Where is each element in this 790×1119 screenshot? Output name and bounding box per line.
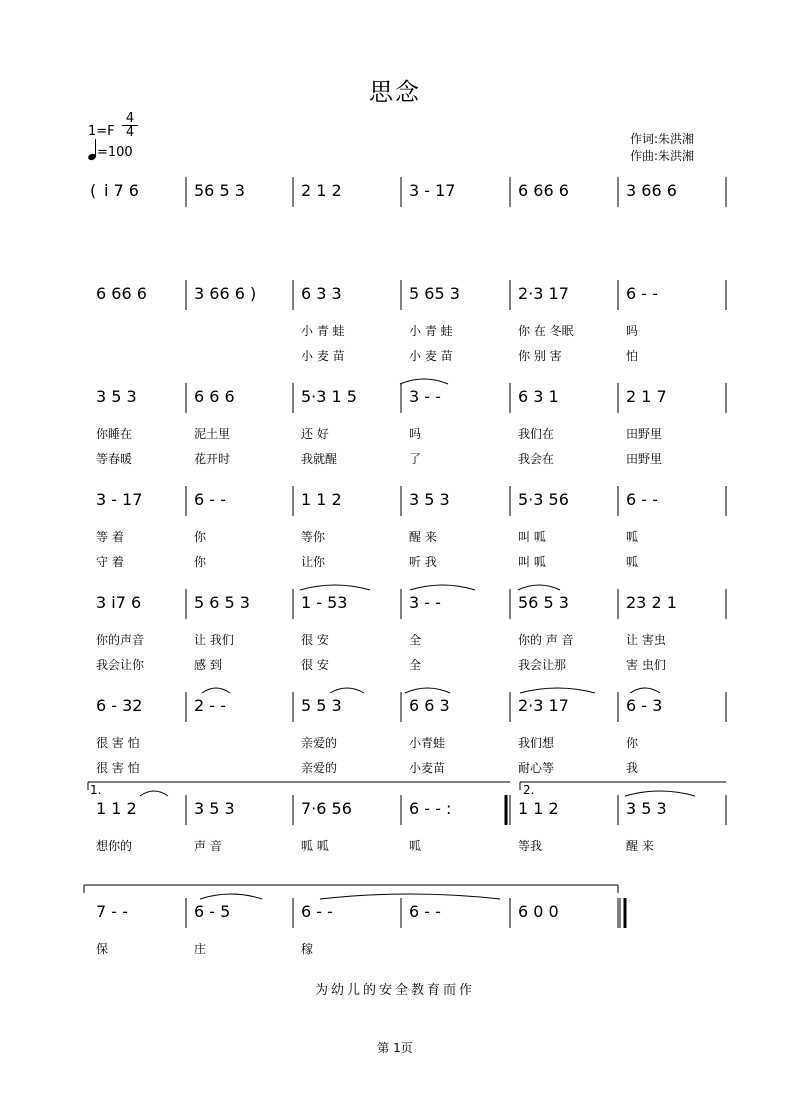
measure-notes: 3 5 3: [194, 799, 235, 818]
measure-notes: 6 - -: [194, 490, 226, 509]
measure-notes: 6 3 1: [518, 387, 559, 406]
open-paren: (: [90, 181, 97, 200]
slur: [630, 688, 660, 693]
composer-credit: 作曲:朱洪湘: [630, 149, 695, 163]
lyric-line-2: 亲爱的: [301, 761, 338, 775]
measure-notes: 6 - -: [626, 284, 658, 303]
lyric-line-2: 了: [409, 452, 422, 466]
measure-notes: 2·3 17: [518, 696, 569, 715]
lyric-line-2: 你 别 害: [518, 349, 562, 363]
lyric-line-1: 吗: [626, 324, 639, 338]
lyric-line-1: 等我: [518, 839, 543, 853]
measure-notes: 56 5 3: [194, 181, 245, 200]
measure-notes: 56 5 3: [518, 593, 569, 612]
measure-notes: 6 - - :: [409, 799, 452, 818]
lyric-line-2: 害 虫们: [626, 658, 666, 672]
slur: [330, 688, 364, 693]
lyric-line-2: 田野里: [626, 452, 663, 466]
lyric-line-1: 你的声音: [96, 633, 145, 647]
measure-notes: 3 5 3: [96, 387, 137, 406]
slur: [140, 791, 168, 796]
slur: [400, 379, 448, 384]
page-number: 第 1页: [377, 1041, 413, 1055]
lyric-line-1: 我们在: [518, 427, 555, 441]
lyric-line-1: 亲爱的: [301, 736, 338, 750]
slur: [520, 688, 595, 693]
lyric-line-1: 吗: [409, 427, 422, 441]
measure-notes: 5 6 5 3: [194, 593, 250, 612]
song-title: 思念: [369, 78, 421, 106]
measure-notes: 3 5 3: [409, 490, 450, 509]
lyric-line-2: 我会在: [518, 452, 555, 466]
measure-notes: 5·3 56: [518, 490, 569, 509]
lyric-line-2: 听 我: [409, 555, 437, 569]
lyric-line-2: 我: [626, 761, 639, 775]
measure-notes: 3 i7 6: [96, 593, 142, 612]
measure-notes: 6 66 6: [518, 181, 569, 200]
lyric-line-2: 让你: [301, 555, 326, 569]
measure-notes: 3 - 17: [409, 181, 456, 200]
lyric-line-1: 小 青 蛙: [301, 324, 345, 338]
lyric-line-1: 呱: [409, 839, 422, 853]
lyric-line-1: 庄: [194, 942, 207, 956]
slur: [300, 585, 370, 590]
measure-notes: 6 6 6: [194, 387, 235, 406]
measure-notes: 2 1 2: [301, 181, 342, 200]
measure-notes: 6 0 0: [518, 902, 559, 921]
slur: [405, 688, 450, 693]
lyric-line-1: 田野里: [626, 427, 663, 441]
lyric-line-2: 等春暖: [96, 452, 133, 466]
measure-notes: 5 65 3: [409, 284, 460, 303]
measure-notes: 23 2 1: [626, 593, 677, 612]
footer-note: 为幼儿的安全教育而作: [314, 983, 475, 998]
measure-notes: 2 1 7: [626, 387, 667, 406]
measure-notes: 6 6 3: [409, 696, 450, 715]
measure-notes: 5 5 3: [301, 696, 342, 715]
lyric-line-1: 泥土里: [194, 427, 231, 441]
measure-notes: i 7 6: [104, 181, 139, 200]
lyric-line-2: 怕: [626, 349, 639, 363]
measure-notes: 3 66 6 ): [194, 284, 257, 303]
measure-notes: 3 5 3: [626, 799, 667, 818]
lyric-line-1: 叫 呱: [518, 530, 546, 544]
lyric-line-1: 保: [96, 942, 109, 956]
lyric-line-1: 想你的: [96, 839, 133, 853]
lyric-line-1: 还 好: [301, 427, 329, 441]
lyric-line-2: 很 安: [301, 658, 329, 672]
lyric-line-2: 耐心等: [518, 761, 555, 775]
lyric-line-1: 你 在 冬眠: [518, 324, 574, 338]
lyric-line-1: 你睡在: [96, 427, 133, 441]
lyric-line-1: 全: [409, 633, 422, 647]
measure-notes: 6 - -: [626, 490, 658, 509]
lyric-line-1: 醒 来: [409, 530, 437, 544]
lyric-line-2: 守 着: [96, 555, 124, 569]
lyric-line-1: 呱: [626, 530, 639, 544]
lyric-line-1: 声 音: [194, 839, 222, 853]
lyric-line-2: 小 麦 苗: [409, 349, 453, 363]
time-sig-denominator: 4: [122, 125, 138, 139]
lyric-line-2: 你: [194, 555, 207, 569]
slur: [518, 585, 560, 590]
measure-notes: 6 3 3: [301, 284, 342, 303]
time-sig-numerator: 4: [125, 111, 135, 126]
lyric-line-2: 很 害 怕: [96, 761, 140, 775]
measure-notes: 3 66 6: [626, 181, 677, 200]
measure-notes: 1 1 2: [518, 799, 559, 818]
lyric-line-1: 让 我们: [194, 633, 234, 647]
slur: [410, 585, 475, 590]
measure-notes: 6 - 3: [626, 696, 663, 715]
measure-notes: 7·6 56: [301, 799, 352, 818]
slur: [202, 688, 230, 693]
measure-notes: 6 66 6: [96, 284, 147, 303]
lyric-line-1: 你: [626, 736, 639, 750]
lyric-line-1: 醒 来: [626, 839, 654, 853]
measure-notes: 6 - 5: [194, 902, 231, 921]
measure-notes: 6 - -: [409, 902, 441, 921]
volta-1-label: 1.: [90, 783, 102, 797]
lyric-line-1: 很 安: [301, 633, 329, 647]
lyric-line-2: 花开时: [194, 452, 231, 466]
measure-notes: 2 - -: [194, 696, 226, 715]
lyric-line-1: 你的 声 音: [518, 633, 574, 647]
measure-notes: 1 1 2: [96, 799, 137, 818]
measure-notes: 3 - 17: [96, 490, 143, 509]
measure-notes: 5·3 1 5: [301, 387, 357, 406]
slur: [200, 894, 262, 899]
lyric-line-2: 小 麦 苗: [301, 349, 345, 363]
measure-notes: 1 - 53: [301, 593, 348, 612]
key-signature: 1=F: [88, 124, 115, 139]
lyric-line-2: 小麦苗: [409, 761, 446, 775]
lyric-line-2: 全: [409, 658, 422, 672]
slur: [320, 894, 500, 899]
lyric-line-1: 等 着: [96, 530, 124, 544]
lyric-line-1: 呱 呱: [301, 839, 329, 853]
lyric-line-2: 叫 呱: [518, 555, 546, 569]
lyric-line-1: 很 害 怕: [96, 736, 140, 750]
lyric-line-1: 小 青 蛙: [409, 324, 453, 338]
lyric-line-2: 我会让你: [96, 658, 145, 672]
lyric-line-2: 呱: [626, 555, 639, 569]
lyric-line-2: 我会让那: [518, 658, 567, 672]
lyric-line-1: 等你: [301, 530, 326, 544]
lyric-line-1: 我们想: [518, 736, 555, 750]
lyric-line-2: 感 到: [194, 658, 222, 672]
lyric-line-1: 让 害虫: [626, 633, 666, 647]
lyricist-credit: 作词:朱洪湘: [630, 132, 695, 146]
measure-notes: 7 - -: [96, 902, 128, 921]
lyric-line-2: 我就醒: [301, 452, 338, 466]
slur: [625, 791, 695, 796]
measure-notes: 3 - -: [409, 387, 441, 406]
tempo-value: =100: [97, 145, 133, 160]
measure-notes: 3 - -: [409, 593, 441, 612]
lyric-line-1: 你: [194, 530, 207, 544]
measure-notes: 6 - -: [301, 902, 333, 921]
measure-notes: 2·3 17: [518, 284, 569, 303]
lyric-line-1: 稼: [301, 942, 314, 956]
volta-2-label: 2.: [523, 783, 535, 797]
measure-notes: 1 1 2: [301, 490, 342, 509]
lyric-line-1: 小青蛙: [409, 736, 446, 750]
measure-notes: 6 - 32: [96, 696, 143, 715]
